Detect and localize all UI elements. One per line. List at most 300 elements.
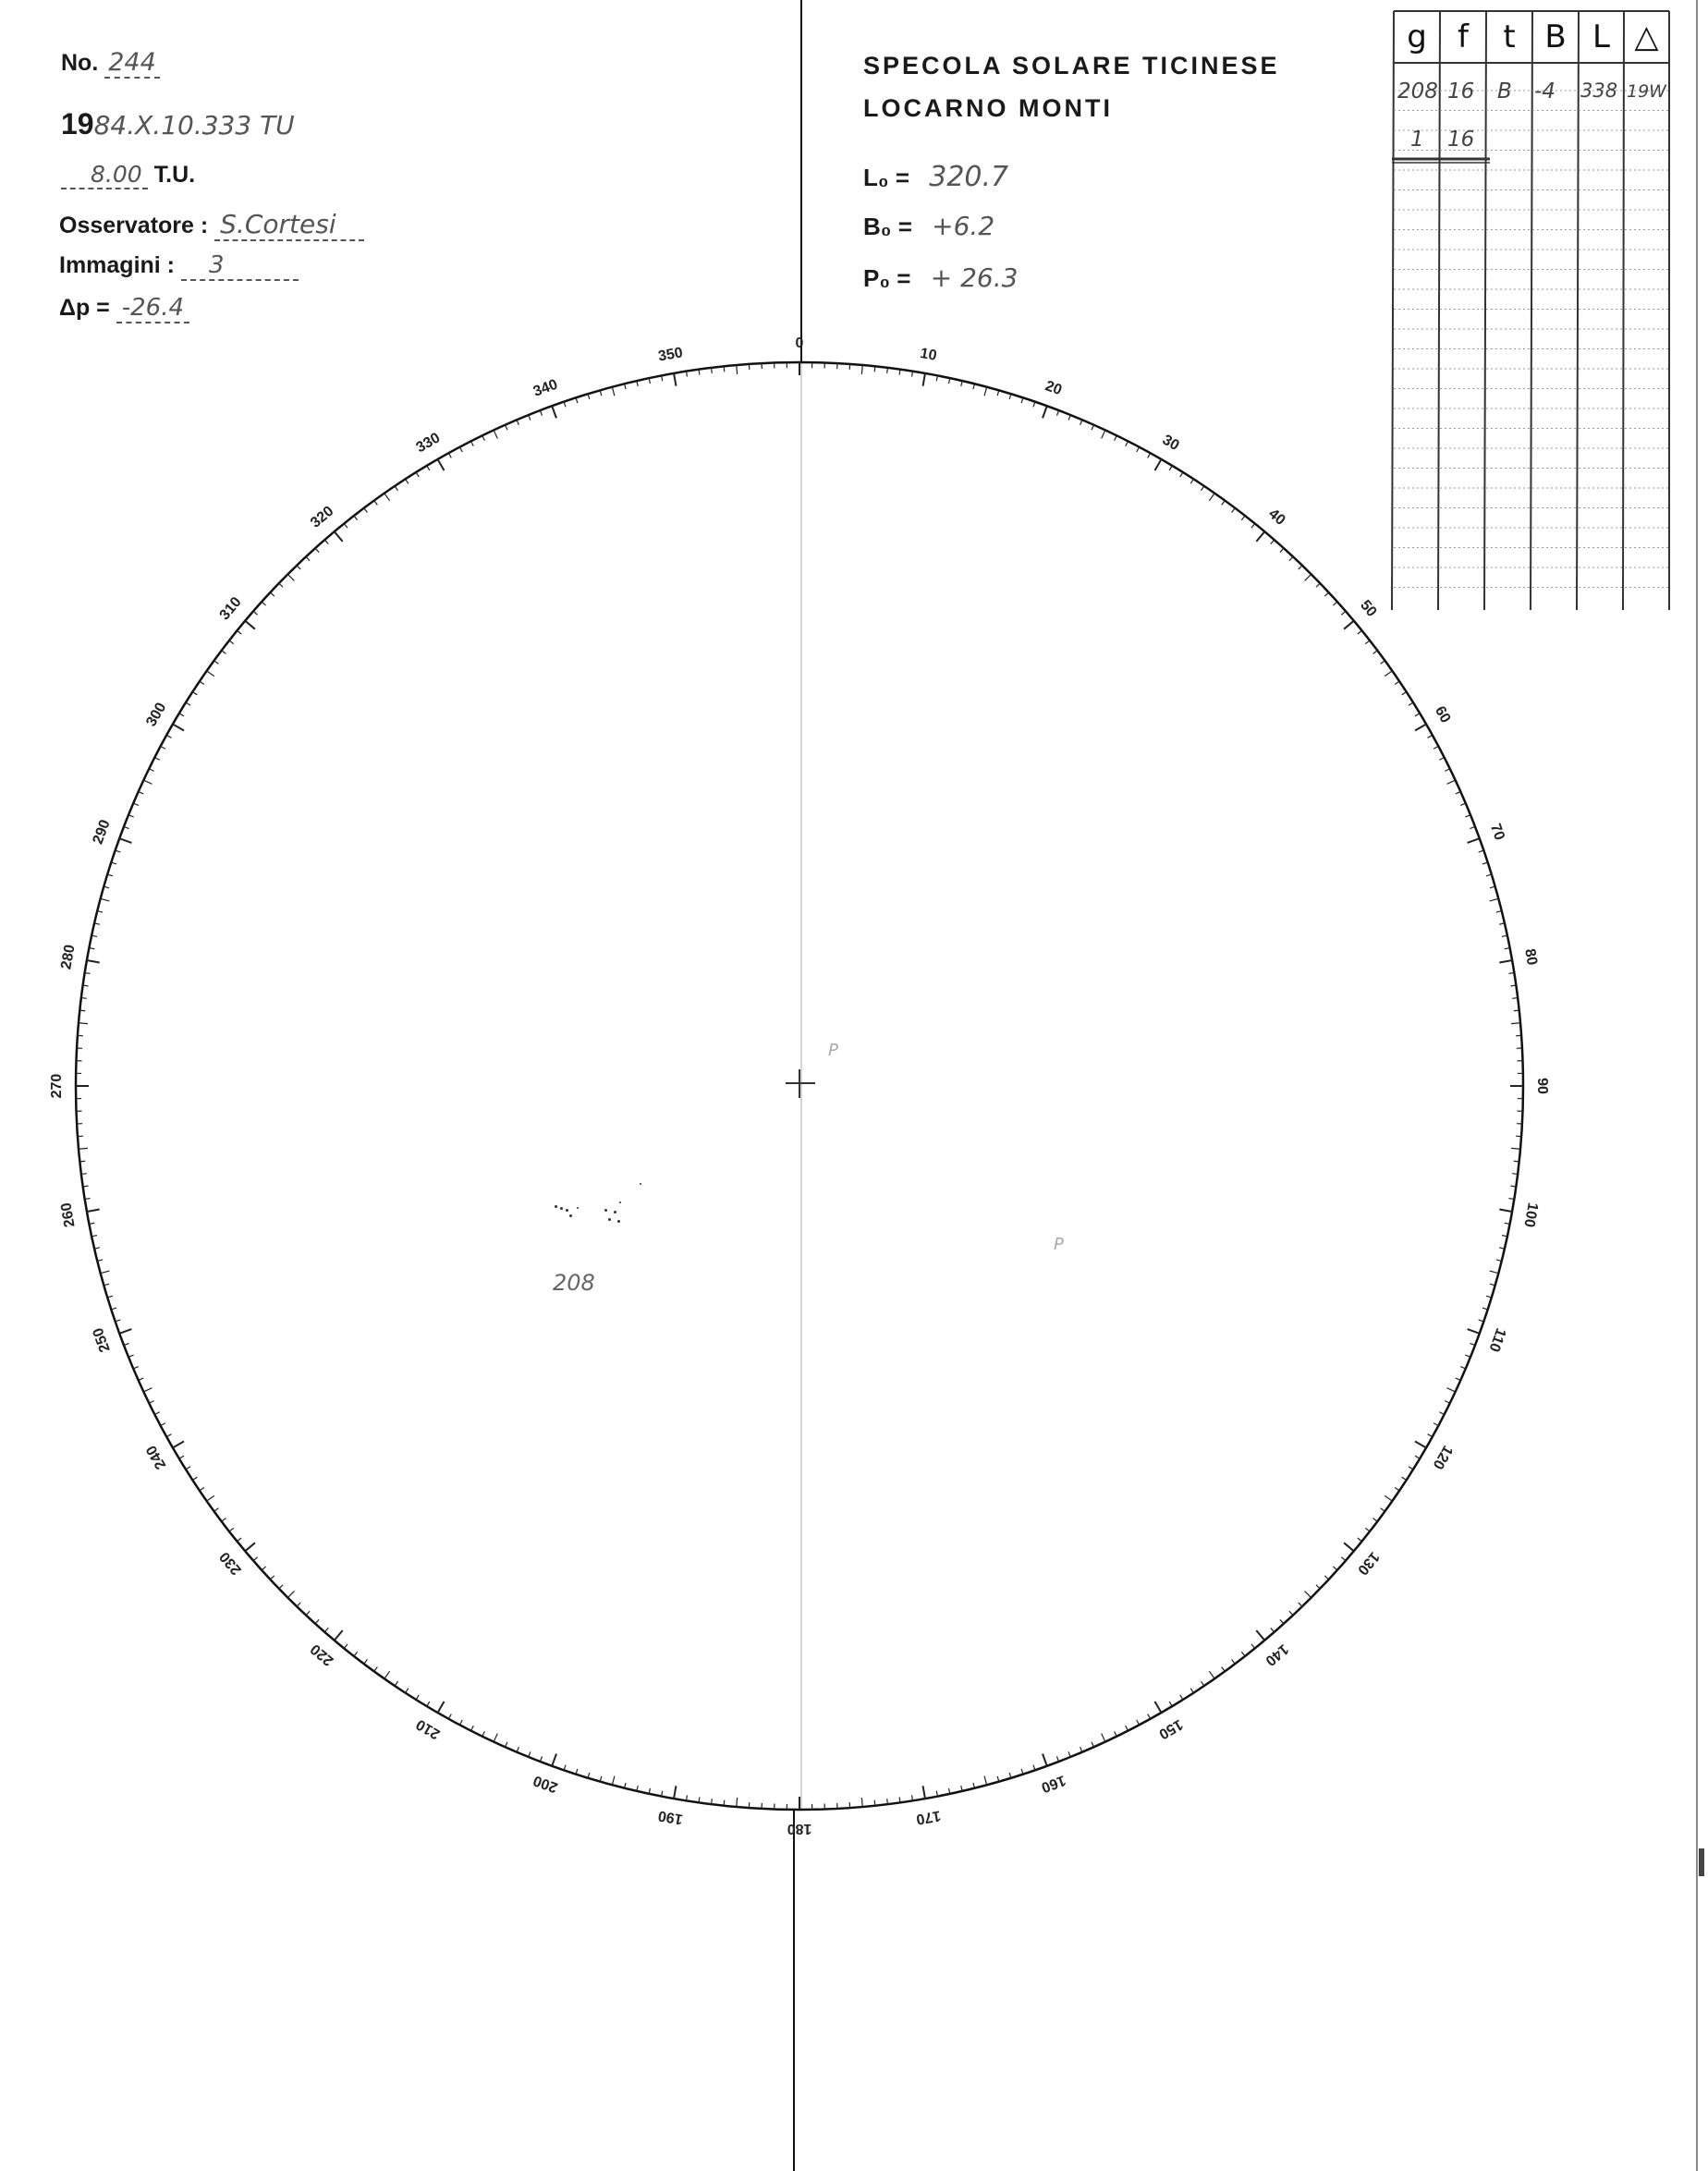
tick-mark xyxy=(1102,430,1105,438)
tick-mark xyxy=(1271,1628,1275,1632)
table-header-b: B xyxy=(1544,18,1567,55)
tick-mark xyxy=(1402,692,1407,695)
dial-label: 90 xyxy=(1533,1078,1550,1094)
dial-label: 70 xyxy=(1486,821,1507,843)
tick-mark xyxy=(1510,985,1516,986)
tick-mark xyxy=(1289,1611,1293,1615)
tick-mark xyxy=(1373,651,1378,654)
tick-mark xyxy=(1385,1495,1392,1501)
tick-mark xyxy=(179,1456,184,1458)
tick-mark xyxy=(79,1148,88,1149)
tick-mark xyxy=(107,874,113,876)
tick-mark xyxy=(1251,523,1255,528)
tick-mark xyxy=(119,838,131,843)
dial-label: 240 xyxy=(143,1442,170,1472)
tick-mark xyxy=(1280,1619,1284,1623)
dial-label: 350 xyxy=(656,345,685,365)
tick-mark xyxy=(1358,1538,1362,1542)
tick-mark xyxy=(166,1434,171,1437)
tick-mark xyxy=(427,466,430,470)
tick-mark xyxy=(1341,1557,1346,1561)
tick-mark xyxy=(1415,725,1426,731)
table-header-g: g xyxy=(1407,18,1427,55)
tick-mark xyxy=(179,714,184,716)
tick-mark xyxy=(344,523,348,528)
tick-mark xyxy=(674,1786,676,1799)
dial-label: 220 xyxy=(307,1640,337,1669)
tick-mark xyxy=(1232,1660,1236,1665)
tick-mark xyxy=(1155,459,1162,470)
tick-mark xyxy=(229,1528,234,1531)
tick-mark xyxy=(192,692,197,695)
dial-label: 290 xyxy=(90,817,114,847)
dial-label: 260 xyxy=(58,1201,79,1229)
tick-mark xyxy=(173,1442,184,1448)
table-cell: 19W xyxy=(1627,81,1666,102)
time-unit: T.U. xyxy=(153,162,196,188)
dial-label: 320 xyxy=(307,503,337,531)
tick-mark xyxy=(1514,1161,1519,1162)
tick-mark xyxy=(1126,441,1128,445)
tick-mark xyxy=(262,1567,265,1570)
tick-mark xyxy=(1201,486,1203,491)
tick-mark xyxy=(214,1508,219,1512)
dial-label: 180 xyxy=(787,1820,812,1836)
tick-mark xyxy=(1137,1720,1140,1725)
delta-p-value: -26.4 xyxy=(116,294,189,323)
table-cell: B xyxy=(1497,79,1512,104)
dial-label: 110 xyxy=(1485,1325,1509,1354)
tick-mark xyxy=(1009,1773,1011,1778)
tick-mark xyxy=(1305,574,1312,580)
tick-mark xyxy=(427,1701,430,1706)
tick-mark xyxy=(354,516,358,520)
tick-mark xyxy=(1486,874,1492,876)
tick-mark xyxy=(1468,838,1480,843)
tick-mark xyxy=(1373,1518,1378,1522)
tick-mark xyxy=(612,387,615,396)
dial-label: 80 xyxy=(1521,947,1540,967)
tick-mark xyxy=(1241,1652,1245,1656)
table-cell: 1 xyxy=(1410,128,1424,152)
tick-mark xyxy=(1271,540,1275,544)
tick-mark xyxy=(438,459,445,470)
tick-mark xyxy=(1169,1701,1172,1706)
tick-mark xyxy=(200,681,204,684)
tick-mark xyxy=(1299,1603,1302,1606)
tick-mark xyxy=(1510,1186,1516,1187)
tick-mark xyxy=(374,1667,378,1672)
tick-mark xyxy=(459,1720,462,1725)
tick-mark xyxy=(552,1754,556,1766)
dial-label: 310 xyxy=(216,593,245,624)
tick-mark xyxy=(149,769,153,772)
tick-mark xyxy=(1499,960,1512,962)
tick-mark xyxy=(1434,746,1438,749)
dial-label: 330 xyxy=(413,430,444,457)
tick-mark xyxy=(374,501,378,506)
tick-mark xyxy=(494,430,497,438)
tick-mark xyxy=(87,960,100,962)
tick-mark xyxy=(1434,1423,1438,1426)
tick-mark xyxy=(324,540,328,544)
tick-mark xyxy=(1381,661,1385,665)
tick-mark xyxy=(1333,602,1336,605)
tick-mark xyxy=(1415,714,1420,716)
tick-mark xyxy=(1190,479,1193,483)
dial-label: 210 xyxy=(413,1715,444,1742)
tick-mark xyxy=(612,1776,615,1786)
tick-mark xyxy=(861,365,862,374)
date-field xyxy=(61,107,295,141)
tick-mark xyxy=(674,373,676,386)
tick-mark xyxy=(1201,1681,1203,1686)
tick-mark xyxy=(874,366,875,372)
dial-label: 140 xyxy=(1262,1640,1292,1669)
tick-mark xyxy=(237,1538,241,1542)
dial-label: 0 xyxy=(795,335,804,352)
tick-mark xyxy=(448,1714,451,1719)
dial-label: 270 xyxy=(49,1073,66,1099)
tick-mark xyxy=(699,1797,700,1802)
l0-value: 320.7 xyxy=(929,161,1009,193)
dial-label: 10 xyxy=(919,346,938,364)
tick-mark xyxy=(552,406,556,418)
tick-mark xyxy=(83,1186,89,1187)
tick-mark xyxy=(81,998,87,999)
b0-label: B₀ = xyxy=(863,213,912,240)
tick-mark xyxy=(1324,592,1328,596)
tick-mark xyxy=(1428,735,1433,738)
tick-mark xyxy=(471,1726,474,1730)
tick-mark xyxy=(101,1271,110,1274)
tick-mark xyxy=(1180,472,1183,477)
tick-mark xyxy=(1409,1467,1413,1470)
tick-mark xyxy=(1514,1010,1519,1011)
tick-mark xyxy=(1305,1592,1312,1598)
tick-mark xyxy=(1365,1528,1370,1531)
tick-mark xyxy=(1439,758,1444,761)
tick-mark xyxy=(1486,1296,1492,1298)
tick-mark xyxy=(1358,630,1362,634)
tick-mark xyxy=(253,1557,258,1561)
tick-mark xyxy=(306,1611,310,1615)
b0-value: +6.2 xyxy=(932,211,995,241)
facula-mark: P xyxy=(828,1041,838,1060)
dial-label: 190 xyxy=(656,1807,685,1827)
tick-mark xyxy=(1169,466,1172,470)
tick-mark xyxy=(1512,1174,1518,1175)
dial-label: 340 xyxy=(531,376,560,400)
table-header-f: f xyxy=(1458,18,1469,55)
tick-mark xyxy=(1499,1210,1512,1212)
images-label: Immagini : xyxy=(59,252,176,278)
tick-mark xyxy=(1043,1754,1047,1766)
tick-mark xyxy=(222,1518,226,1522)
tick-mark xyxy=(406,1689,409,1693)
tick-mark xyxy=(588,1773,590,1778)
tick-mark xyxy=(335,1630,343,1640)
tick-mark xyxy=(1209,1671,1214,1678)
tick-mark xyxy=(448,453,451,457)
tick-mark xyxy=(1381,1508,1385,1512)
tick-mark xyxy=(1280,548,1284,552)
dial-label: 130 xyxy=(1354,1548,1383,1579)
dial-label: 20 xyxy=(1043,378,1065,399)
p0-field xyxy=(863,262,1018,293)
tick-mark xyxy=(1009,394,1011,399)
tick-mark xyxy=(1344,1543,1354,1551)
observatory-location: LOCARNO MONTI xyxy=(863,94,1113,122)
tick-mark xyxy=(482,435,485,440)
tick-mark xyxy=(279,1585,283,1589)
tick-mark xyxy=(887,368,888,373)
tick-mark xyxy=(107,1296,113,1298)
tick-mark xyxy=(1512,998,1518,999)
tick-mark xyxy=(384,1671,390,1678)
tick-mark xyxy=(253,611,258,615)
tick-mark xyxy=(119,1329,131,1334)
tick-mark xyxy=(1256,531,1264,542)
tick-mark xyxy=(173,725,184,731)
page-edge-mark xyxy=(1699,1848,1704,1876)
tick-mark xyxy=(1148,1714,1151,1719)
number-value: 244 xyxy=(104,48,160,79)
dial-label: 60 xyxy=(1431,703,1454,726)
tick-mark xyxy=(395,1681,397,1686)
table-cell: 16 xyxy=(1447,128,1475,152)
tick-mark xyxy=(459,447,462,452)
tick-mark xyxy=(1256,1630,1264,1640)
sunspot-group-label: 208 xyxy=(553,1270,595,1296)
dial-label: 300 xyxy=(143,700,170,730)
dial-label: 160 xyxy=(1039,1772,1068,1796)
dial-label: 230 xyxy=(216,1548,245,1579)
tick-mark xyxy=(1395,681,1399,684)
dial-label: 280 xyxy=(58,943,79,971)
dial-label: 100 xyxy=(1520,1201,1541,1229)
table-header-delta: △ xyxy=(1634,18,1659,55)
tick-mark xyxy=(1341,611,1346,615)
tick-mark xyxy=(984,1776,987,1786)
tick-mark xyxy=(192,1477,197,1480)
tick-mark xyxy=(471,441,474,445)
tick-mark xyxy=(287,574,294,580)
table-cell: 208 xyxy=(1397,79,1438,104)
tick-mark xyxy=(214,661,219,665)
tick-mark xyxy=(364,1660,368,1665)
tick-mark xyxy=(1511,1148,1520,1149)
tick-mark xyxy=(354,1652,358,1656)
tick-mark xyxy=(315,548,319,552)
tick-mark xyxy=(984,387,987,396)
tick-mark xyxy=(344,1644,348,1649)
date-prefix: 19 xyxy=(61,107,94,140)
tick-mark xyxy=(186,702,190,705)
dial-label: 30 xyxy=(1159,432,1182,455)
delta-p-label: Δp = xyxy=(59,295,110,321)
tick-mark xyxy=(161,1423,165,1426)
tick-mark xyxy=(1180,1695,1183,1700)
tick-mark xyxy=(1447,780,1456,784)
tick-mark xyxy=(416,1695,419,1700)
tick-mark xyxy=(1402,1477,1407,1480)
tick-mark xyxy=(161,746,165,749)
tick-mark xyxy=(416,472,419,477)
tick-mark xyxy=(1333,1567,1336,1570)
delta-p-field xyxy=(59,294,189,323)
tick-mark xyxy=(1490,1271,1499,1274)
tick-mark xyxy=(262,602,265,605)
l0-field xyxy=(863,161,1008,193)
tick-mark xyxy=(737,365,738,374)
tick-mark xyxy=(1043,406,1047,418)
observer-field xyxy=(59,209,364,241)
tick-mark xyxy=(1241,516,1245,520)
tick-mark xyxy=(81,1174,87,1175)
tick-mark xyxy=(494,1734,497,1742)
tick-mark xyxy=(154,1412,159,1415)
tick-mark xyxy=(1447,1388,1456,1392)
tick-mark xyxy=(712,1799,713,1804)
tick-mark xyxy=(1148,453,1151,457)
p0-label: P₀ = xyxy=(863,264,911,292)
tick-mark xyxy=(87,1210,100,1212)
table-cell: 338 xyxy=(1580,79,1618,102)
tick-mark xyxy=(899,370,900,375)
l0-label: L₀ = xyxy=(863,164,910,191)
tick-mark xyxy=(1344,621,1354,629)
tick-mark xyxy=(287,1592,294,1598)
tick-mark xyxy=(1137,447,1140,452)
table-cell: 16 xyxy=(1447,79,1475,104)
tick-mark xyxy=(1490,898,1499,901)
tick-mark xyxy=(874,1800,875,1806)
table-cell: -4 xyxy=(1534,79,1556,104)
dial-label: 170 xyxy=(914,1807,943,1827)
tick-mark xyxy=(270,1576,274,1579)
dial-label: 250 xyxy=(90,1325,114,1355)
tick-mark xyxy=(1415,1442,1426,1448)
tick-mark xyxy=(712,368,713,373)
tick-mark xyxy=(1468,1329,1480,1334)
images-field xyxy=(59,251,299,281)
images-value: 3 xyxy=(181,251,299,281)
tick-mark xyxy=(1439,1412,1444,1415)
tick-mark xyxy=(737,1798,738,1807)
tick-mark xyxy=(406,479,409,483)
tick-mark xyxy=(887,1799,888,1804)
tick-mark xyxy=(724,1800,725,1806)
tick-mark xyxy=(154,758,159,761)
tick-mark xyxy=(482,1731,485,1736)
tick-mark xyxy=(1445,1401,1449,1404)
tick-mark xyxy=(384,494,390,501)
tick-mark xyxy=(438,1701,445,1713)
dial-label: 40 xyxy=(1265,506,1288,529)
tick-mark xyxy=(324,1628,328,1632)
tick-mark xyxy=(297,1603,300,1606)
tick-mark xyxy=(101,898,110,901)
tick-mark xyxy=(207,1495,214,1501)
tick-mark xyxy=(79,1010,85,1011)
tick-mark xyxy=(270,592,274,596)
tick-mark xyxy=(861,1798,862,1807)
tick-mark xyxy=(1299,566,1302,569)
tick-mark xyxy=(1415,1456,1420,1458)
facula-mark: P xyxy=(1054,1235,1064,1254)
tick-mark xyxy=(200,1487,204,1490)
tick-mark xyxy=(1222,1667,1226,1672)
tick-mark xyxy=(1365,640,1370,644)
table-header-l: L xyxy=(1592,18,1610,55)
observer-value: S.Cortesi xyxy=(214,209,363,241)
date-value: 84.X.10.333 TU xyxy=(93,110,295,140)
tick-mark xyxy=(207,671,214,677)
tick-mark xyxy=(306,556,310,560)
b0-field xyxy=(863,211,994,241)
number-field xyxy=(61,48,160,79)
tick-mark xyxy=(724,366,725,372)
observer-label: Osservatore : xyxy=(59,213,209,238)
tick-mark xyxy=(1251,1644,1255,1649)
dial-label: 120 xyxy=(1429,1442,1456,1472)
p0-value: + 26.3 xyxy=(930,262,1019,293)
tick-mark xyxy=(1126,1726,1128,1730)
table-header-t: t xyxy=(1503,18,1516,55)
tick-mark xyxy=(1115,435,1117,440)
tick-mark xyxy=(1324,1576,1328,1579)
tick-mark xyxy=(335,531,343,542)
tick-mark xyxy=(245,621,255,629)
dial-label: 50 xyxy=(1357,597,1380,620)
tick-mark xyxy=(1289,556,1293,560)
time-field xyxy=(61,161,195,189)
tick-mark xyxy=(699,370,700,375)
tick-mark xyxy=(297,566,300,569)
tick-mark xyxy=(1316,583,1320,587)
tick-mark xyxy=(588,394,590,399)
tick-mark xyxy=(1428,1434,1433,1437)
tick-mark xyxy=(395,486,397,491)
tick-mark xyxy=(1511,1023,1520,1024)
tick-mark xyxy=(1385,671,1392,677)
tick-mark xyxy=(1409,702,1413,705)
tick-mark xyxy=(1445,769,1449,772)
tick-mark xyxy=(923,1786,925,1799)
tick-mark xyxy=(245,1543,255,1551)
tick-mark xyxy=(166,735,171,738)
tick-mark xyxy=(79,1023,88,1024)
tick-mark xyxy=(315,1619,319,1623)
tick-mark xyxy=(1190,1689,1193,1693)
tick-mark xyxy=(79,1161,85,1162)
tick-mark xyxy=(149,1401,153,1404)
observatory-name: SPECOLA SOLARE TICINESE xyxy=(863,52,1280,79)
time-value: 8.00 xyxy=(61,161,148,189)
tick-mark xyxy=(279,583,283,587)
tick-mark xyxy=(186,1467,190,1470)
tick-mark xyxy=(143,1388,152,1392)
tick-mark xyxy=(1102,1734,1105,1742)
number-label: No. xyxy=(61,50,99,76)
tick-mark xyxy=(1232,508,1236,513)
tick-mark xyxy=(83,985,89,986)
tick-mark xyxy=(364,508,368,513)
tick-mark xyxy=(1209,494,1214,501)
tick-mark xyxy=(1395,1487,1399,1490)
dial-label: 150 xyxy=(1155,1715,1186,1742)
